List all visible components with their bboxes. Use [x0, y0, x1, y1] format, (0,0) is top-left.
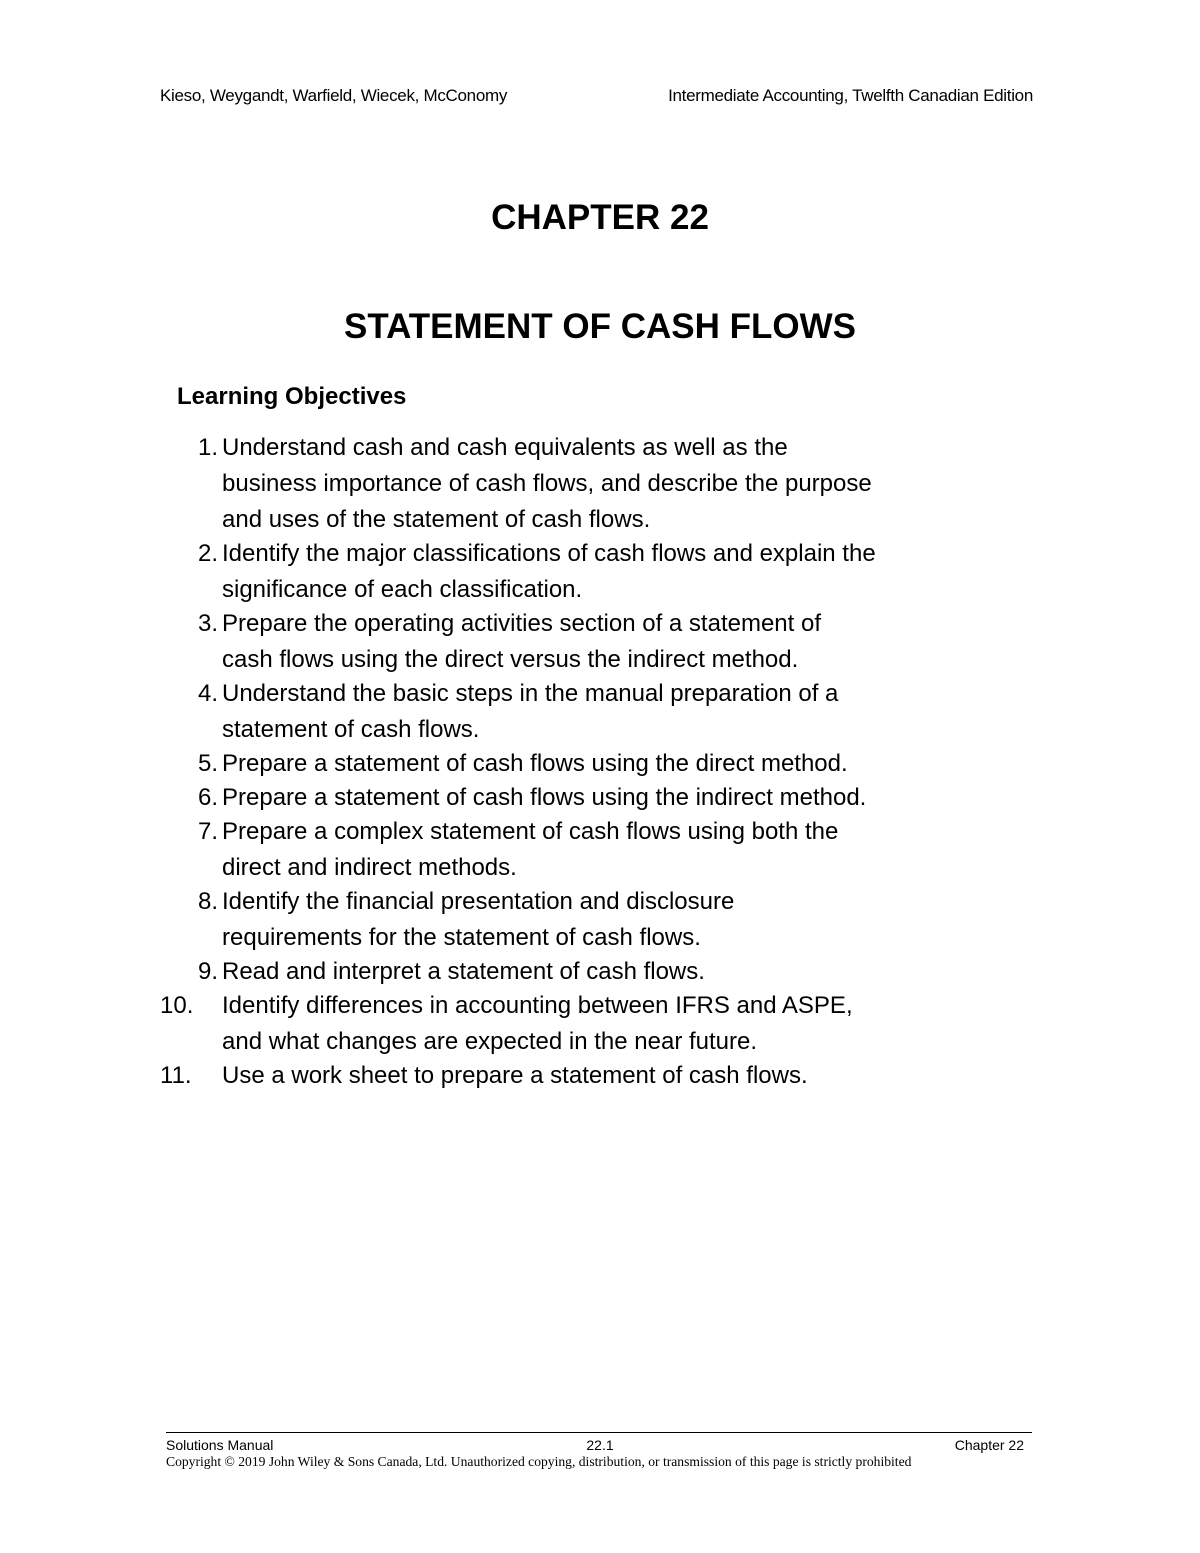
learning-objective-item — [160, 988, 1040, 1060]
objective-number: 11. — [160, 1062, 192, 1089]
learning-objective-item — [160, 780, 1040, 816]
objective-text-line: Identify the major classifications of cash flows and explain the — [222, 540, 876, 567]
footer-chapter-label: Chapter 22 — [954, 1437, 1024, 1453]
objective-number: 6. — [197, 784, 218, 811]
objective-number: 5. — [197, 750, 218, 777]
learning-objective-item — [160, 884, 1040, 956]
learning-objective-item — [160, 606, 1040, 678]
learning-objectives-heading: Learning Objectives — [177, 383, 407, 410]
footer-page-number: 22.1 — [586, 1437, 614, 1453]
objective-text-line: Understand the basic steps in the manual preparation of a — [222, 680, 839, 707]
objective-text-line: Use a work sheet to prepare a statement of cash flows. — [222, 1062, 808, 1089]
objective-number: 3. — [197, 610, 218, 637]
learning-objective-item — [160, 1058, 1040, 1094]
chapter-title: STATEMENT OF CASH FLOWS — [344, 307, 856, 346]
objective-text-line: requirements for the statement of cash flows. — [222, 924, 701, 951]
objective-number: 4. — [197, 680, 218, 707]
footer-divider — [166, 1432, 1032, 1433]
objective-text-line: Prepare the operating activities section of a statement of — [222, 610, 822, 637]
copyright-notice: Copyright © 2019 John Wiley & Sons Canada, Ltd. Unauthorized copying, distribution, or transmission of this page is strictly prohibited — [166, 1454, 912, 1469]
learning-objective-item — [160, 814, 1040, 886]
objective-text-line: direct and indirect methods. — [222, 854, 517, 881]
objective-text-line: Prepare a statement of cash flows using the indirect method. — [222, 784, 867, 811]
objective-text-line: Read and interpret a statement of cash flows. — [222, 958, 705, 985]
learning-objective-item — [160, 676, 1040, 748]
objective-text-line: statement of cash flows. — [222, 716, 480, 743]
objective-text-line: Identify the financial presentation and disclosure — [222, 888, 735, 915]
objective-number: 7. — [197, 818, 218, 845]
learning-objective-item — [160, 954, 1040, 990]
objective-text-line: and what changes are expected in the near future. — [222, 1028, 758, 1055]
learning-objective-item — [160, 746, 1040, 782]
objective-number: 1. — [197, 434, 218, 461]
objective-text-line: Understand cash and cash equivalents as well as the — [222, 434, 788, 461]
objective-text-line: Prepare a statement of cash flows using the direct method. — [222, 750, 848, 777]
header-book-title: Intermediate Accounting, Twelfth Canadian Edition — [668, 86, 1033, 105]
objective-text-line: significance of each classification. — [222, 576, 583, 603]
objective-number: 9. — [197, 958, 218, 985]
objective-text-line: cash flows using the direct versus the indirect method. — [222, 646, 799, 673]
header-authors: Kieso, Weygandt, Warfield, Wiecek, McConomy — [160, 86, 508, 105]
learning-objective-item — [160, 536, 1040, 608]
objective-text-line: Prepare a complex statement of cash flows using both the — [222, 818, 839, 845]
objective-number: 2. — [197, 540, 218, 567]
learning-objective-item — [160, 430, 1040, 538]
learning-objectives-list — [160, 430, 1040, 1092]
footer-manual-label: Solutions Manual — [166, 1437, 274, 1453]
chapter-heading: CHAPTER 22 — [491, 198, 709, 237]
objective-number: 8. — [197, 888, 218, 915]
objective-text-line: Identify differences in accounting between IFRS and ASPE, — [222, 992, 853, 1019]
objective-text-line: business importance of cash flows, and describe the purpose — [222, 470, 872, 497]
objective-number: 10. — [160, 992, 194, 1019]
objective-text-line: and uses of the statement of cash flows. — [222, 506, 651, 533]
